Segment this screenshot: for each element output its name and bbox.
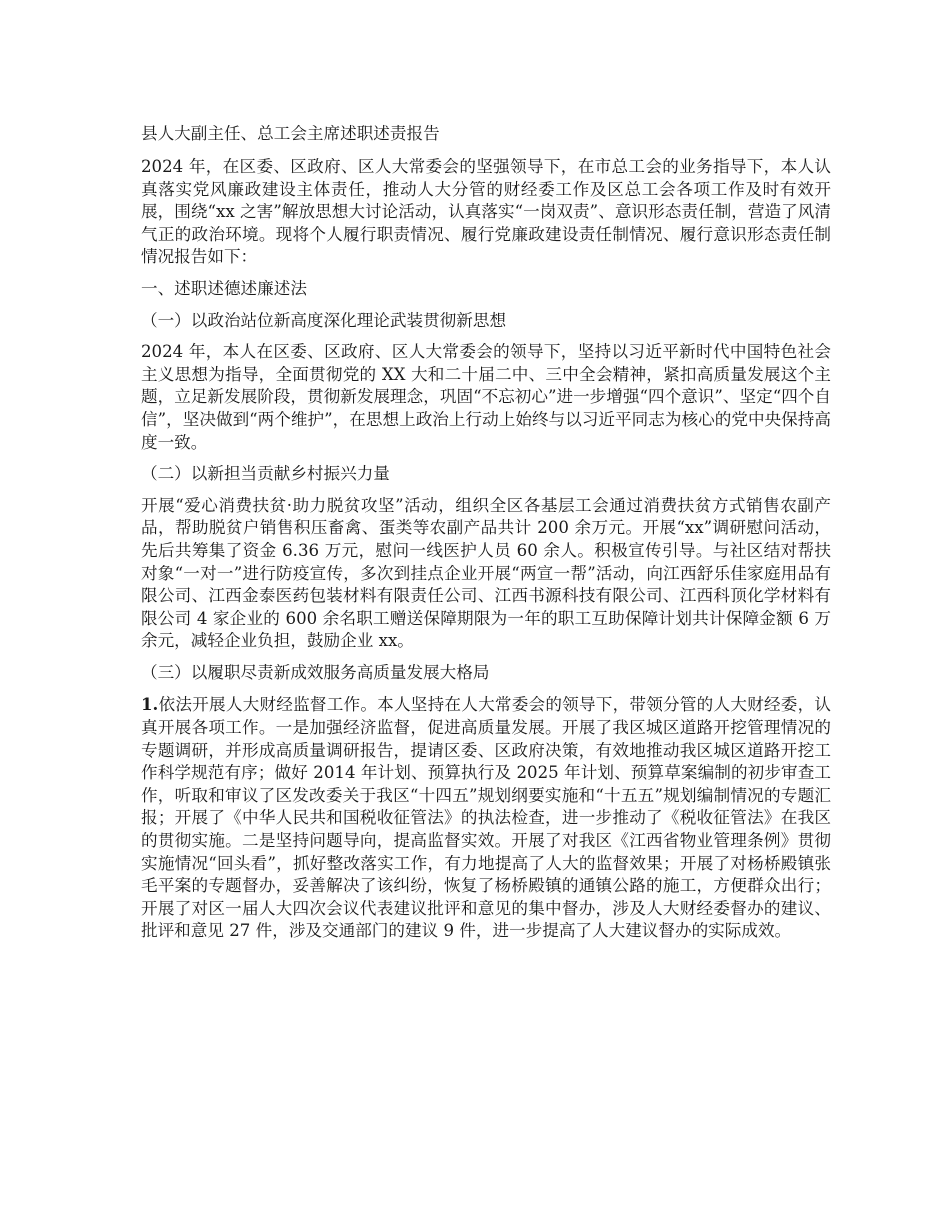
section-heading-1: 一、述职述德述廉述法 — [141, 278, 307, 298]
document-page — [141, 122, 831, 952]
subsection-body-2: 开展“爱心消费扶贫·助力脱贫攻坚”活动，组织全区各基层工会通过消费扶贫方式销售农副产品，帮助脱贫户销售积压畜禽、蛋类等农副产品共计 200 余万元。开展“xx”调研慰问活动，先后共筹集了资金 6.36 万元，慰问一线医护人员 60 余人。积极宣传引导。与社区结对帮扶对象“一对一”进行防疫宣传，多次到挂点企业开展“两宣一帮”活动，向江西舒乐佳家庭用品有限公司、江西金泰医药包装材料有限责任公司、江西书源科技有限公司、江西科顶化学材料有限公司 4 家企业的 600 余名职工赠送保障期限为一年的职工互助保障计划共计保障金额 6 万余元，减轻企业负担，鼓励企业 xx。 — [141, 495, 831, 651]
item-text: 依法开展人大财经监督工作。本人坚持在人大常委会的领导下，带领分管的人大财经委，认真开展各项工作。一是加强经济监督，促进高质量发展。开展了我区城区道路开挖管理情况的专题调研，并形成高质量调研报告，提请区委、区政府决策，有效地推动我区城区道路开挖工作科学规范有序；做好 2014 年计划、预算执行及 2025 年计划、预算草案编制的初步审查工作，听取和审议了区发改委关于我区“十四五”规划纲要实施和“十五五”规划编制情况的专题汇报；开展了《中华人民共和国税收征管法》的执法检查，进一步推动了《税收征管法》在我区的贯彻实施。二是坚持问题导向，提高监督实效。开展了对我区《江西省物业管理条例》贯彻实施情况“回头看”，抓好整改落实工作，有力地提高了人大的监督效果；开展了对杨桥殿镇张毛平案的专题督办，妥善解决了该纠纷，恢复了杨桥殿镇的通镇公路的施工，方便群众出行；开展了对区一届人大四次会议代表建议批评和意见的集中督办，涉及人大财经委督办的建议、批评和意见 27 件，涉及交通部门的建议 9 件，进一步提高了人大建议督办的实际成效。 — [141, 695, 831, 941]
item-number: 1. — [141, 694, 159, 715]
subsection-body-1: 2024 年，本人在区委、区政府、区人大常委会的领导下，坚持以习近平新时代中国特色社会主义思想为指导，全面贯彻党的 XX 大和二十届二中、三中全会精神，紧扣高质量发展这个主题，立足新发展阶段，贯彻新发展理念，巩固“不忘初心”进一步增强“四个意识”、坚定“四个自信”，坚决做到“两个维护”，在思想上政治上行动上始终与以习近平同志为核心的党中央保持高度一致。 — [141, 342, 831, 452]
subsection-heading-1: （一）以政治站位新高度深化理论武装贯彻新思想 — [141, 310, 507, 330]
intro-paragraph: 2024 年，在区委、区政府、区人大常委会的坚强领导下，在市总工会的业务指导下，本人认真落实党风廉政建设主体责任，推动人大分管的财经委工作及区总工会各项工作及时有效开展，围绕“xx 之害”解放思想大讨论活动，认真落实“一岗双责”、意识形态责任制，营造了风清气正的政治环境。现将个人履行职责情况、履行党廉政建设责任制情况、履行意识形态责任制情况报告如下： — [141, 157, 831, 267]
subsection-body-3 — [141, 693, 831, 943]
document-title: 县人大副主任、总工会主席述职述责报告 — [141, 124, 440, 143]
subsection-heading-2: （二）以新担当贡献乡村振兴力量 — [141, 464, 390, 484]
subsection-heading-3: （三）以履职尽责新成效服务高质量发展大格局 — [141, 662, 490, 682]
